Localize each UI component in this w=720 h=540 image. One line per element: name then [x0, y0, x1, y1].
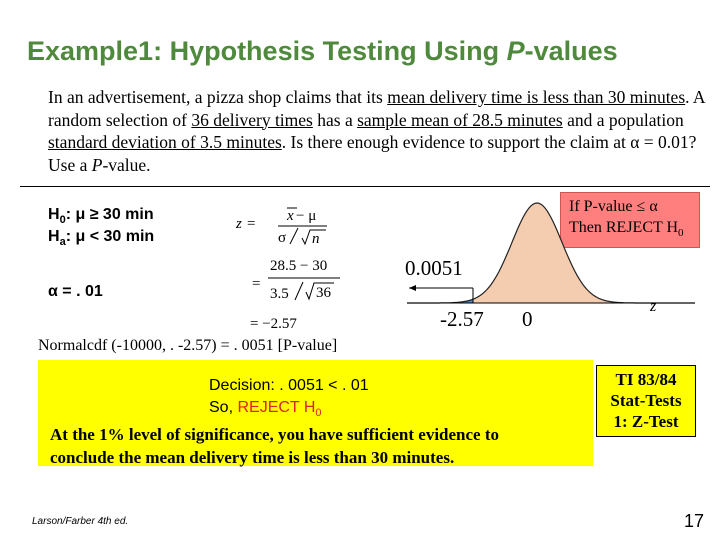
- numerator: 28.5 − 30: [270, 258, 328, 274]
- xbar-symbol: x: [287, 208, 294, 224]
- equals-sign-1: =: [247, 216, 256, 232]
- problem-statement: In an advertisement, a pizza shop claims that its mean delivery time is less than 30 minutes. A random selection of 36 delivery times has a sample mean of 28.5 minutes and a population standard deviation of 3.5 minutes. Is there enough evidence to support the claim at α = 0.01? Use a P-value.: [48, 87, 705, 175]
- decision-line-2: So, REJECT $H_0$: [209, 399, 322, 420]
- callout-line-1: If P-value ≤ α: [569, 198, 658, 215]
- ti-line-3: 1: Z-Test: [613, 412, 679, 431]
- ti-calculator-box: [596, 365, 696, 437]
- alpha-level: α = . 01: [48, 283, 103, 300]
- zero-label: 0: [522, 307, 533, 331]
- source-footer: Larson/Farber 4th ed.: [32, 516, 129, 527]
- z-axis-label: z: [650, 298, 657, 315]
- denominator-n: 36: [316, 285, 331, 301]
- callout-line-2: Then REJECT $H_0$: [569, 219, 684, 240]
- divider-line: [20, 186, 710, 187]
- null-hypothesis: $H_0$: μ ≥ 30 min: [48, 206, 154, 227]
- slide-title: Example1: Hypothesis Testing Using P-values: [27, 36, 618, 66]
- z-formula: [232, 198, 382, 338]
- tail-arrowhead: [409, 285, 416, 291]
- p-value-label: 0.0051: [405, 256, 463, 280]
- z-symbol: z: [236, 216, 242, 232]
- conclusion-text: [50, 423, 499, 469]
- ti-line-1: TI 83/84: [615, 370, 677, 389]
- slash-1: [290, 228, 298, 244]
- page-number: 17: [684, 511, 705, 531]
- decision-text: [209, 375, 369, 424]
- z-result: = −2.57: [250, 316, 297, 332]
- ti-line-2: Stat-Tests: [610, 391, 682, 410]
- minus-mu: − μ: [296, 208, 317, 224]
- decision-line-1: Decision: . 0051 < . 01: [209, 377, 369, 394]
- denominator-sd: 3.5: [270, 286, 289, 302]
- normalcdf-line: Normalcdf (-10000, . -2.57) = . 0051 [P-value]: [38, 337, 338, 354]
- sigma-symbol: σ: [278, 230, 287, 246]
- alt-hypothesis: $H_a$: μ < 30 min: [48, 228, 155, 249]
- conclusion-line-2: conclude the mean delivery time is less than 30 minutes.: [50, 448, 455, 467]
- n-symbol: n: [312, 231, 320, 247]
- conclusion-line-1: At the 1% level of significance, you have sufficient evidence to: [50, 425, 500, 444]
- equals-sign-2: =: [252, 276, 261, 292]
- z-score-label: -2.57: [440, 307, 484, 331]
- slash-2: [295, 282, 303, 300]
